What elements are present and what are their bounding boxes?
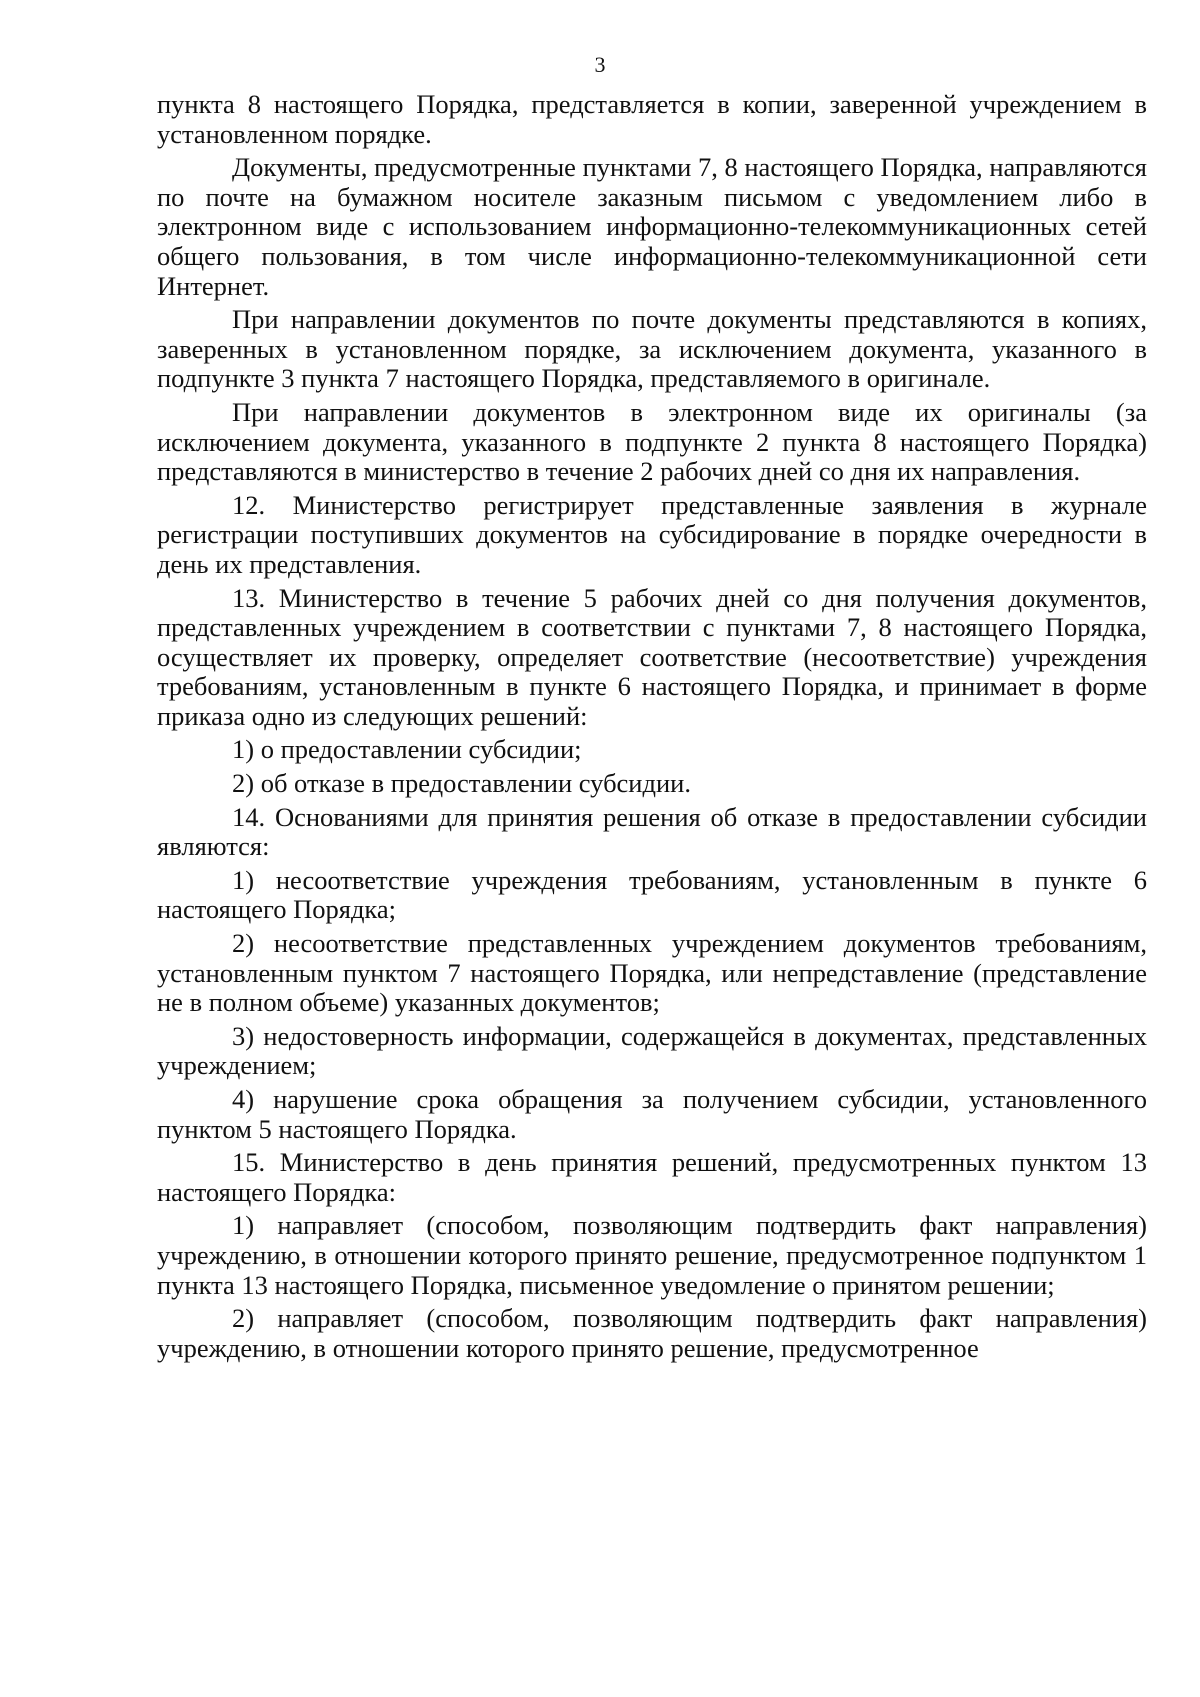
paragraph-item-14-sub-4: 4) нарушение срока обращения за получением субсидии, установленного пунктом 5 настоящего Порядка. — [157, 1084, 1147, 1144]
paragraph-documents-sending: Документы, предусмотренные пунктами 7, 8 настоящего Порядка, направляются по почте на бумажном носителе заказным письмом с уведомлением либо в электронном виде с использованием информационно-телекоммуникационных сетей общего пользования, в том числе информационно-телекоммуникационной сети Интернет. — [157, 152, 1147, 301]
paragraph-item-15-sub-1: 1) направляет (способом, позволяющим подтвердить факт направления) учреждению, в отношении которого принято решение, предусмотренное подпунктом 1 пункта 13 настоящего Порядка, письменное уведомление о принятом решении; — [157, 1210, 1147, 1300]
paragraph-electronic-originals: При направлении документов в электронном виде их оригиналы (за исключением документа, указанного в подпункте 2 пункта 8 настоящего Порядка) представляются в министерство в течение 2 рабочих дней со дня их направления. — [157, 396, 1147, 487]
paragraph-continuation: пункта 8 настоящего Порядка, представляется в копии, заверенной учреждением в установленном порядке. — [157, 89, 1147, 149]
paragraph-item-15: 15. Министерство в день принятия решений, предусмотренных пунктом 13 настоящего Порядка: — [157, 1147, 1147, 1207]
paragraph-item-14-sub-3: 3) недостоверность информации, содержащейся в документах, представленных учреждением; — [157, 1020, 1147, 1081]
paragraph-postal-copies: При направлении документов по почте документы представляются в копиях, заверенных в установленном порядке, за исключением документа, указанного в подпункте 3 пункта 7 настоящего Порядка, представляемого в оригинале. — [157, 304, 1147, 394]
document-body — [157, 90, 1147, 1367]
paragraph-item-14-sub-1: 1) несоответствие учреждения требованиям, установленным в пункте 6 настоящего Порядка; — [157, 864, 1147, 925]
paragraph-item-14-sub-2: 2) несоответствие представленных учреждением документов требованиям, установленным пунктом 7 настоящего Порядка, или непредставление (представление не в полном объеме) указанных документов; — [157, 928, 1147, 1018]
paragraph-item-12: 12. Министерство регистрирует представленные заявления в журнале регистрации поступивших документов на субсидирование в порядке очередности в день их представления. — [157, 489, 1147, 579]
paragraph-item-13-sub-1: 1) о предоставлении субсидии; — [232, 734, 582, 765]
page-number: 3 — [594, 52, 606, 77]
paragraph-item-13-sub-2: 2) об отказе в предоставлении субсидии. — [232, 768, 691, 799]
paragraph-item-15-sub-2: 2) направляет (способом, позволяющим подтвердить факт направления) учреждению, в отношении которого принято решение, предусмотренное — [157, 1303, 1147, 1363]
paragraph-item-14: 14. Основаниями для принятия решения об отказе в предоставлении субсидии являются: — [157, 801, 1147, 862]
paragraph-item-13: 13. Министерство в течение 5 рабочих дней со дня получения документов, представленных учреждением в соответствии с пунктами 7, 8 настоящего Порядка, осуществляет их проверку, определяет соответствие (несоответствие) учреждения требованиям, установленным в пункте 6 настоящего Порядка, и принимает в форме приказа одно из следующих решений: — [157, 582, 1147, 731]
